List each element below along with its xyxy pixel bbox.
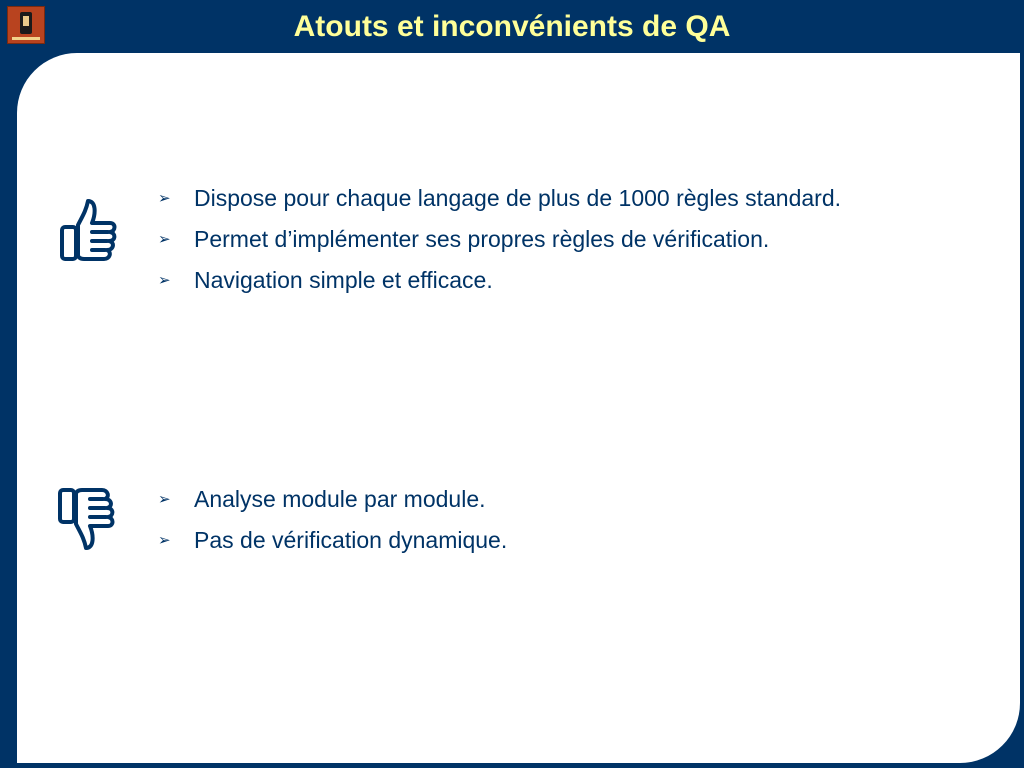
advantage-item: ➢ Permet d’implémenter ses propres règles de vérification. [158,219,1008,260]
thumbs-up-icon [58,195,118,267]
disadvantage-item: ➢ Pas de vérification dynamique. [158,520,1008,561]
bullet-arrow-icon: ➢ [158,190,171,207]
content-panel [17,53,1020,763]
disadvantages-list [158,479,1008,561]
bullet-arrow-icon: ➢ [158,532,171,549]
advantages-list [158,178,1008,301]
slide-title: Atouts et inconvénients de QA [293,10,731,43]
bullet-arrow-icon: ➢ [158,491,171,508]
advantage-item: ➢ Navigation simple et efficace. [158,260,1008,301]
disadvantage-item: ➢ Analyse module par module. [158,479,1008,520]
thumbs-down-icon [56,482,116,554]
advantages-section [158,178,1008,301]
bullet-arrow-icon: ➢ [158,272,171,289]
bullet-arrow-icon: ➢ [158,231,171,248]
disadvantages-section [158,479,1008,561]
advantage-item: ➢ Dispose pour chaque langage de plus de 1000 règles standard. [158,178,1008,219]
